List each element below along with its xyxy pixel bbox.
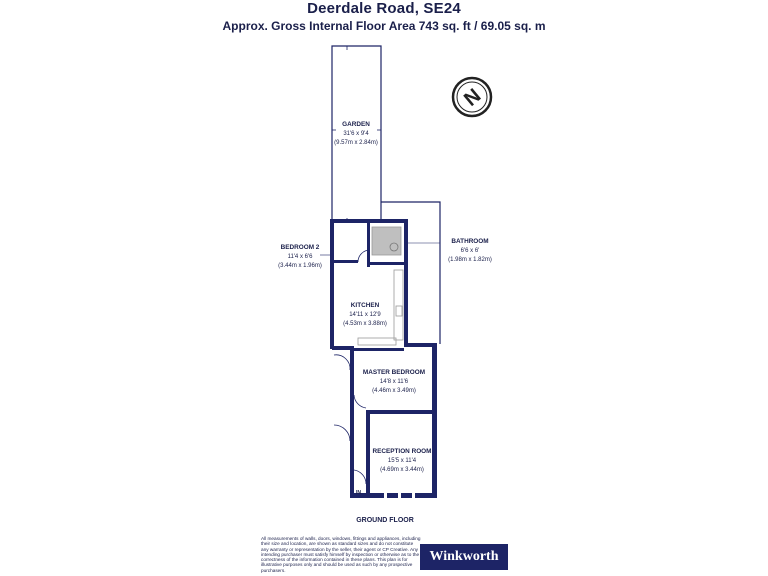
disclaimer-text: All measurements of walls, doors, windows, fittings and appliances, including their size and location, are shown as standard sizes and do not constitute any warranty or representation by the seller, their agent or CP Creative. Any intending purchaser must satisfy himself by inspection or otherwise as to the correctness of the information contained in these plans. This plan is for illustrative purposes only and should be used as such by any prospective purchasers. — [261, 536, 421, 573]
reception-room-name: RECEPTION ROOM — [372, 448, 432, 455]
reception-room-imperial: 15'5 x 11'4 — [387, 458, 417, 464]
shower-tray — [372, 227, 401, 255]
garden-name: GARDEN — [342, 121, 370, 128]
kitchen-counter — [394, 270, 403, 340]
master-bedroom-name: MASTER BEDROOM — [362, 369, 426, 376]
compass-icon — [451, 76, 493, 118]
garden-metric: (9.57m x 2.84m) — [334, 140, 378, 146]
bedroom2-name: BEDROOM 2 — [280, 244, 320, 251]
entrance-label: IN — [356, 490, 361, 496]
bathroom-metric: (1.98m x 1.82m) — [448, 257, 492, 263]
kitchen-name: KITCHEN — [350, 302, 380, 309]
bedroom2-metric: (3.44m x 1.96m) — [278, 263, 322, 269]
page-title: Deerdale Road, SE24 — [307, 0, 461, 17]
bathroom-imperial: 6'6 x 6' — [460, 248, 480, 254]
master-bedroom-metric: (4.46m x 3.49m) — [372, 388, 416, 394]
reception-room-metric: (4.69m x 3.44m) — [380, 467, 424, 473]
floor-label: GROUND FLOOR — [356, 517, 414, 524]
floor-area-subtitle: Approx. Gross Internal Floor Area 743 sq. ft / 69.05 sq. m — [222, 19, 546, 33]
side-return-outline — [381, 202, 440, 344]
bathroom-name: BATHROOM — [451, 238, 489, 245]
brand-logo: Winkworth — [420, 544, 508, 570]
garden-imperial: 31'6 x 9'4 — [343, 131, 369, 137]
kitchen-sink — [396, 306, 402, 316]
bedroom2-imperial: 11'4 x 6'6 — [287, 254, 313, 260]
compass-letter: N — [460, 84, 486, 111]
master-bedroom-imperial: 14'8 x 11'6 — [379, 379, 409, 385]
kitchen-counter-lower — [358, 338, 396, 345]
kitchen-metric: (4.53m x 3.88m) — [343, 321, 387, 327]
kitchen-imperial: 14'11 x 12'9 — [349, 312, 381, 318]
